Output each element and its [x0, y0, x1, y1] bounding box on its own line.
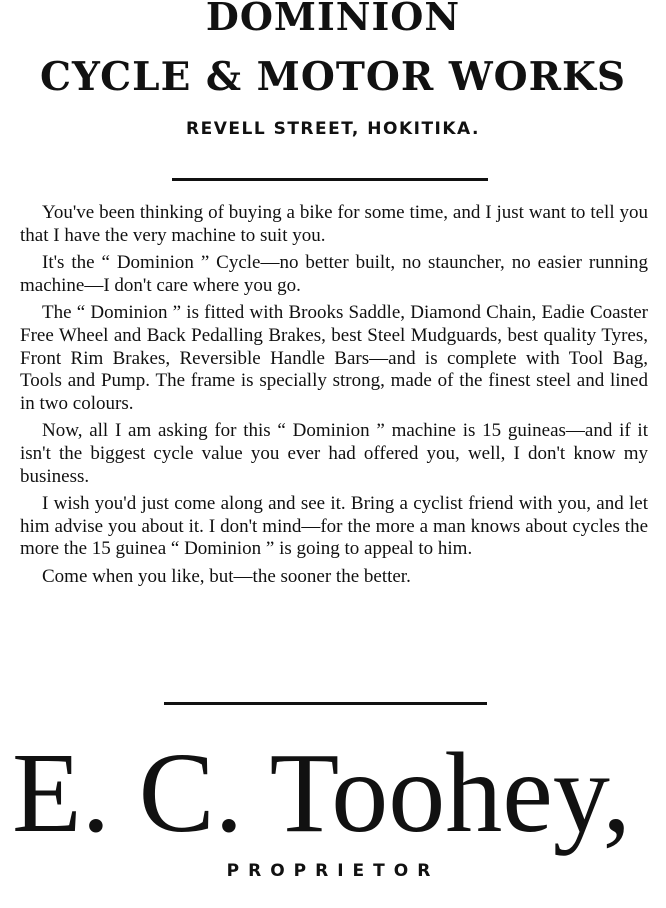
- proprietor-title: PROPRIETOR: [226, 861, 440, 881]
- paragraph-price: Now, all I am asking for this “ Dominion ” machine is 15 guineas—and if it isn't the biggest cycle value you ever had offered you, well, I don't know my business.: [20, 420, 648, 487]
- heading-cycle-motor-works: CYCLE & MOTOR WORKS: [39, 54, 627, 100]
- paragraph-invitation: I wish you'd just come along and see it. Bring a cyclist friend with you, and let him advise you about it. I don't mind—for the more a man knows about cycles the more the 15 guinea “ Dominion ” is going to appeal to him.: [20, 493, 648, 560]
- heading-dominion: DOMINION: [205, 0, 461, 39]
- proprietor-name: E. C. Toohey,: [12, 729, 631, 856]
- advertisement-body: [20, 202, 648, 589]
- paragraph-closing: Come when you like, but—the sooner the better.: [42, 565, 411, 587]
- divider-top: [172, 178, 488, 181]
- paragraph-intro: You've been thinking of buying a bike for some time, and I just want to tell you that I have the very machine to suit you.: [20, 202, 648, 246]
- divider-bottom: [164, 702, 487, 705]
- paragraph-dominion-cycle: It's the “ Dominion ” Cycle—no better built, no stauncher, no easier running machine—I don't care where you go.: [20, 252, 648, 296]
- address-line: REVELL STREET, HOKITIKA.: [186, 119, 480, 139]
- paragraph-features: The “ Dominion ” is fitted with Brooks Saddle, Diamond Chain, Eadie Coaster Free Wheel and Back Pedalling Brakes, best Steel Mudguards, best quality Tyres, Front Rim Brakes, Reversible Handle Bars—and is complete with Tool Bag, Tools and Pump. The frame is specially strong, made of the finest steel and lined in two colours.: [20, 302, 648, 414]
